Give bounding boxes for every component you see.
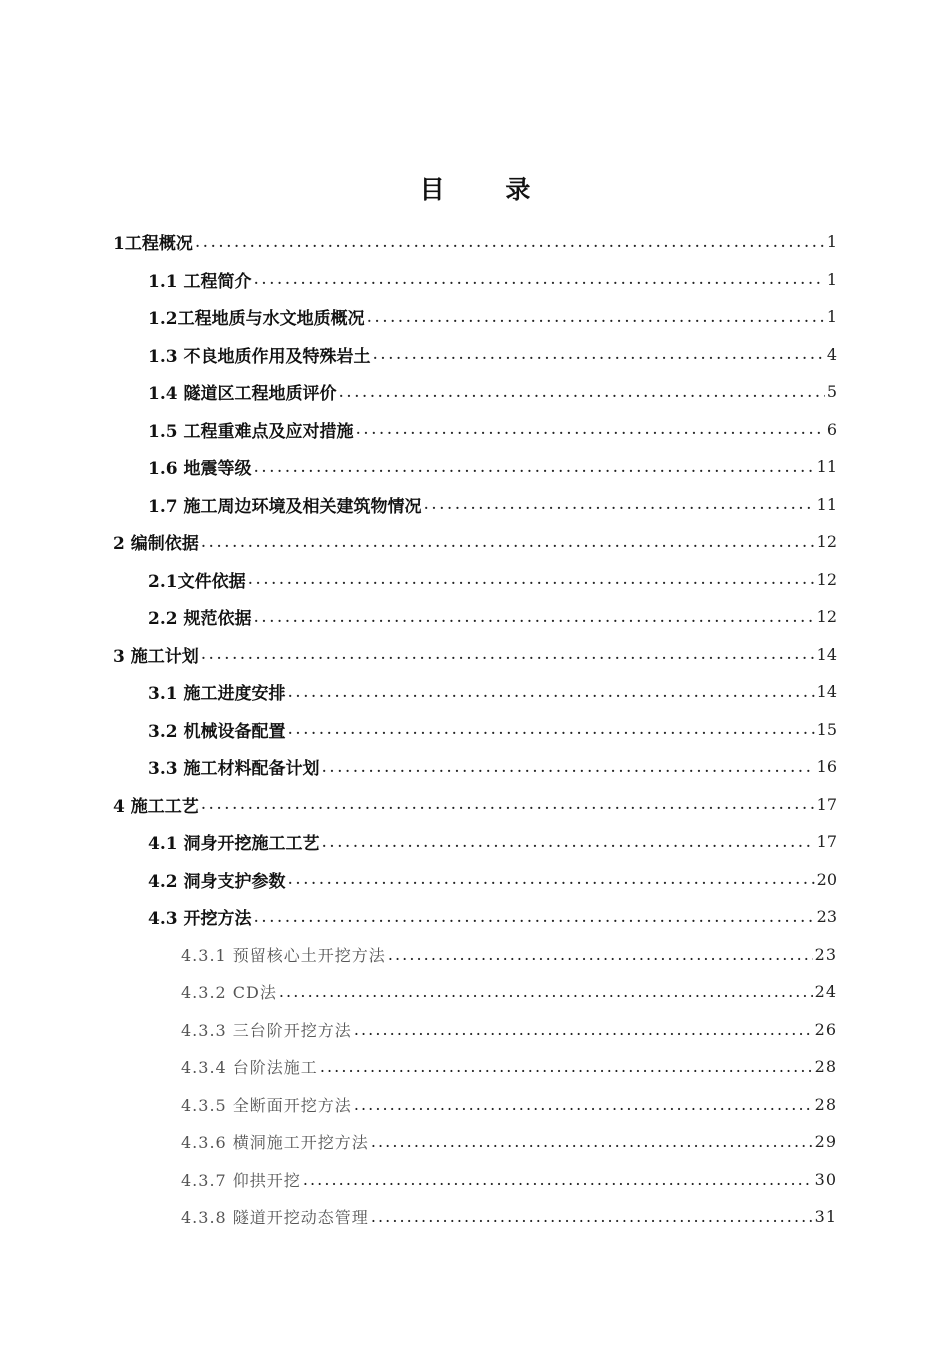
toc-entry-page-number: 6 xyxy=(826,419,837,439)
toc-entry[interactable] xyxy=(148,411,837,448)
toc-entry-page-number: 12 xyxy=(816,532,837,551)
toc-entry[interactable] xyxy=(181,936,837,973)
dot-leader xyxy=(288,719,815,739)
toc-title: 目 录 xyxy=(419,175,557,204)
toc-entry-page-number: 14 xyxy=(816,682,837,701)
toc-entry[interactable] xyxy=(148,298,837,335)
toc-entry-label: 4 施工工艺 xyxy=(113,796,199,817)
toc-entry[interactable] xyxy=(181,1161,837,1198)
toc-entry-label: 4.3.1 预留核心土开挖方法 xyxy=(181,945,386,965)
toc-entry-page-number: 26 xyxy=(814,1019,837,1039)
toc-entry-page-number: 1 xyxy=(826,307,837,326)
toc-entry-label: 3.3 施工材料配备计划 xyxy=(148,759,320,779)
toc-entry-label: 4.3.8 隧道开挖动态管理 xyxy=(181,1208,369,1227)
toc-entry-label: 4.3 开挖方法 xyxy=(148,909,252,929)
toc-entry-page-number: 16 xyxy=(816,757,837,776)
toc-entry-page-number: 12 xyxy=(816,607,837,626)
dot-leader xyxy=(288,682,815,702)
dot-leader xyxy=(424,494,815,514)
toc-entry-page-number: 24 xyxy=(814,982,837,1001)
dot-leader xyxy=(356,419,825,439)
toc-entry[interactable] xyxy=(113,223,837,260)
toc-entry-page-number: 4 xyxy=(826,344,837,364)
toc-entry[interactable] xyxy=(181,973,837,1010)
dot-leader xyxy=(254,907,815,927)
toc-entry[interactable] xyxy=(181,1048,837,1085)
toc-entry-page-number: 1 xyxy=(826,269,837,289)
toc-entry[interactable] xyxy=(113,786,837,823)
dot-leader xyxy=(279,982,813,1001)
toc-entry-label: 4.2 洞身支护参数 xyxy=(148,871,286,892)
toc-entry[interactable] xyxy=(148,598,837,635)
toc-entry-page-number: 14 xyxy=(816,644,837,664)
toc-entry-label: 1.7 施工周边环境及相关建筑物情况 xyxy=(148,496,422,517)
toc-entry-label: 1.3 不良地质作用及特殊岩土 xyxy=(148,346,371,367)
toc-entry-page-number: 15 xyxy=(816,719,837,739)
toc-entry-label: 4.3.2 CD法 xyxy=(181,983,277,1002)
dot-leader xyxy=(322,757,815,777)
toc-entry[interactable] xyxy=(181,1011,837,1048)
toc-entry-page-number: 30 xyxy=(814,1169,837,1189)
toc-entry-label: 1.6 地震等级 xyxy=(148,459,252,479)
toc-entry-label: 4.3.6 横洞施工开挖方法 xyxy=(181,1133,369,1152)
toc-entry-label: 4.3.5 全断面开挖方法 xyxy=(181,1095,352,1115)
toc-entry-page-number: 31 xyxy=(814,1207,837,1226)
toc-entry-label: 3 施工计划 xyxy=(113,646,199,667)
toc-entry-page-number: 29 xyxy=(814,1132,837,1151)
dot-leader xyxy=(254,269,825,289)
toc-entry-label: 3.2 机械设备配置 xyxy=(148,721,286,742)
toc-entry-label: 4.3.7 仰拱开挖 xyxy=(181,1170,301,1190)
dot-leader xyxy=(373,344,825,364)
toc-entry-page-number: 20 xyxy=(816,869,837,889)
dot-leader xyxy=(371,1207,813,1226)
toc-entry[interactable] xyxy=(148,673,837,710)
toc-entry-label: 4.3.4 台阶法施工 xyxy=(181,1058,318,1077)
toc-entry[interactable] xyxy=(148,711,837,748)
dot-leader xyxy=(388,945,813,964)
toc-entry-label: 2.2 规范依据 xyxy=(148,609,252,629)
toc-entry-label: 1.2工程地质与水文地质概况 xyxy=(148,309,365,329)
toc-entry-page-number: 23 xyxy=(814,944,837,964)
toc-entry-label: 1.1 工程简介 xyxy=(148,271,252,292)
toc-entry[interactable] xyxy=(148,823,837,860)
dot-leader xyxy=(322,832,815,852)
dot-leader xyxy=(201,794,815,814)
toc-entry-page-number: 1 xyxy=(826,232,837,251)
toc-entry[interactable] xyxy=(148,898,837,935)
dot-leader xyxy=(248,569,815,589)
dot-leader xyxy=(201,644,815,664)
toc-entry-label: 4.1 洞身开挖施工工艺 xyxy=(148,834,320,854)
dot-leader xyxy=(367,307,825,327)
dot-leader xyxy=(195,232,825,252)
toc-entry[interactable] xyxy=(148,861,837,898)
dot-leader xyxy=(254,457,815,477)
toc-entry-label: 1工程概况 xyxy=(113,234,193,254)
toc-entry-page-number: 12 xyxy=(816,569,837,589)
toc-entry-label: 1.4 隧道区工程地质评价 xyxy=(148,384,337,404)
toc-entry[interactable] xyxy=(148,261,837,298)
dot-leader xyxy=(339,382,825,402)
dot-leader xyxy=(354,1020,813,1039)
toc-entry[interactable] xyxy=(113,636,837,673)
dot-leader xyxy=(303,1170,813,1189)
toc-entry-page-number: 28 xyxy=(814,1094,837,1114)
toc-entry[interactable] xyxy=(148,748,837,785)
dot-leader xyxy=(288,869,815,889)
toc-entry-page-number: 23 xyxy=(816,907,837,926)
toc-entry[interactable] xyxy=(148,336,837,373)
toc-entry-page-number: 28 xyxy=(814,1057,837,1076)
toc-entry[interactable] xyxy=(181,1086,837,1123)
dot-leader xyxy=(320,1057,813,1076)
dot-leader xyxy=(254,607,815,627)
toc-entry-label: 3.1 施工进度安排 xyxy=(148,684,286,704)
toc-entry-page-number: 17 xyxy=(816,794,837,814)
toc-entry[interactable] xyxy=(181,1123,837,1160)
dot-leader xyxy=(371,1132,813,1151)
toc-entry-label: 4.3.3 三台阶开挖方法 xyxy=(181,1020,352,1040)
toc-entry[interactable] xyxy=(148,373,837,410)
toc-entry[interactable] xyxy=(148,448,837,485)
toc-entry-page-number: 11 xyxy=(816,494,837,514)
toc-entry[interactable] xyxy=(113,523,837,560)
toc-entry-label: 2 编制依据 xyxy=(113,534,199,554)
toc-entry[interactable] xyxy=(181,1198,837,1235)
toc-entry-page-number: 5 xyxy=(826,382,837,401)
dot-leader xyxy=(201,532,815,552)
toc-entry-label: 2.1文件依据 xyxy=(148,571,246,592)
toc-entry[interactable] xyxy=(148,561,837,598)
toc-entry[interactable] xyxy=(148,486,837,523)
toc-entry-label: 1.5 工程重难点及应对措施 xyxy=(148,421,354,442)
dot-leader xyxy=(354,1095,813,1114)
toc-entry-page-number: 11 xyxy=(816,457,837,476)
toc-entry-page-number: 17 xyxy=(816,832,837,851)
